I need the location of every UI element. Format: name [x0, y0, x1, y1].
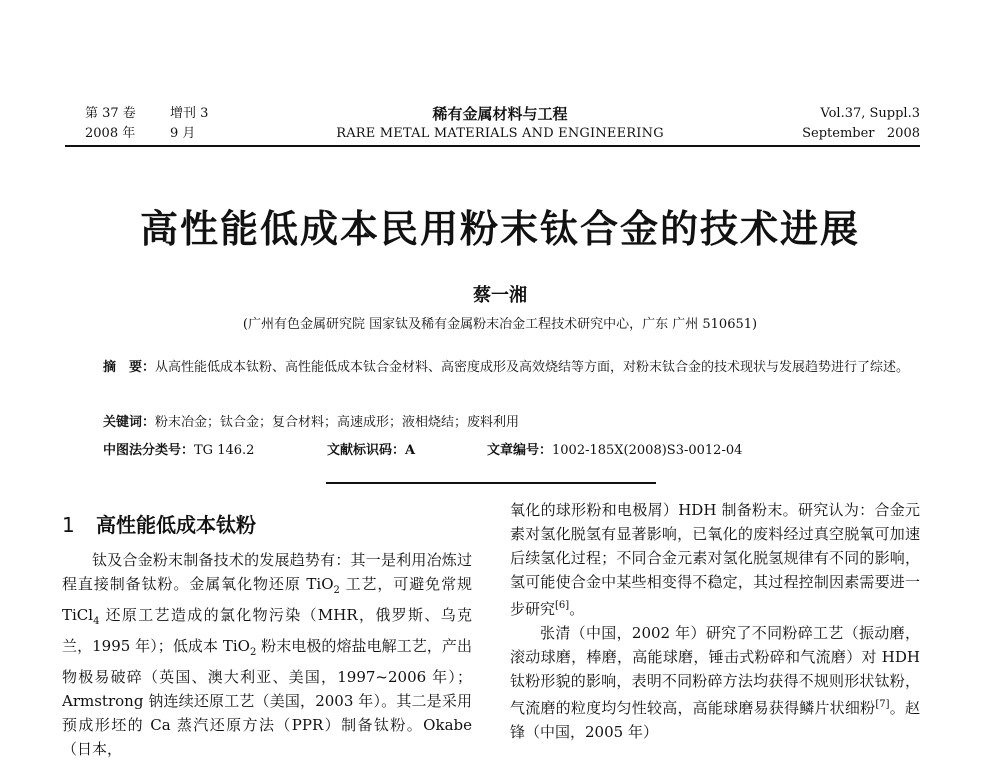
article-title: 高性能低成本民用粉末钛合金的技术进展 — [139, 207, 860, 251]
paragraph-text: 氧化的球形粉和电极屑）HDH 制备粉末。研究认为：合金元素对氢化脱氢有显著影响，已氧化的废料经过真空脱氧可加速后续氢化过程；不同合金元素对氢化脱氢规律有不同的影响，氢可能使合金中某些相变得不稳定，其过程控制因素需要进一步研究 — [510, 501, 920, 618]
abstract-text: 从高性能低成本钛粉、高性能低成本钛合金材料、高密度成形及高效烧结等方面，对粉末钛合金的技术现状与发展趋势进行了综述。 — [155, 360, 910, 375]
paragraph-text: 钛及合金粉末制备技术的发展趋势有：其一是利用冶炼过程直接制备钛粉。金属氧化物还原 TiO — [62, 551, 472, 593]
abstract — [103, 357, 923, 379]
doc-code-label: 文献标识码： — [327, 443, 406, 458]
keywords-text: 粉末冶金；钛合金；复合材料；高速成形；液相烧结；废料利用 — [155, 415, 520, 430]
keywords — [103, 412, 923, 434]
section-heading — [62, 512, 472, 538]
author-affiliation: (广州有色金属研究院 国家钛及稀有金属粉末冶金工程技术研究中心，广东 广州 510651) — [242, 317, 758, 332]
section-number: 1 — [62, 513, 75, 537]
article-id-label: 文章编号： — [487, 443, 553, 458]
supplement-cn: 增刊 3 — [170, 106, 209, 121]
paragraph-text: 。 — [569, 600, 585, 618]
paragraph-text: 工艺，可避免常规 TiCl — [62, 575, 472, 624]
subscript: 2 — [333, 585, 340, 596]
month-cn: 9 月 — [170, 126, 196, 141]
right-column — [510, 498, 920, 744]
journal-name-cn: 稀有金属材料与工程 — [432, 105, 568, 123]
year-cn: 2008 年 — [85, 126, 136, 141]
journal-name-en: RARE METAL MATERIALS AND ENGINEERING — [336, 126, 664, 141]
subscript: 2 — [249, 647, 257, 658]
section-title: 高性能低成本钛粉 — [96, 513, 256, 537]
doc-code-value: A — [405, 443, 416, 458]
header-rule — [65, 145, 920, 147]
paragraph — [510, 621, 920, 744]
paragraph-text: 。赵锋（中国，2005 年） — [510, 699, 920, 741]
clc-value: TG 146.2 — [194, 443, 255, 458]
paragraph-text: 还原工艺造成的氯化物污染（MHR，俄罗斯、乌克兰，1995 年）；低成本 TiO — [62, 606, 472, 655]
subscript: 4 — [93, 616, 100, 627]
journal-header-right — [802, 104, 920, 144]
article-author: 蔡一湘 — [473, 285, 527, 306]
abstract-label: 摘 要： — [103, 360, 156, 375]
paragraph — [510, 498, 920, 621]
abstract-rule — [326, 482, 656, 484]
paragraph — [62, 548, 472, 761]
volume-en: Vol.37, Suppl.3 — [820, 106, 920, 121]
citation: [7] — [875, 699, 890, 710]
date-en: September 2008 — [802, 126, 920, 141]
article-id-value: 1002-185X(2008)S3-0012-04 — [552, 443, 743, 458]
paragraph-text: 张清（中国，2002 年）研究了不同粉碎工艺（振动磨，滚动球磨，棒磨，高能球磨，锤击式粉碎和气流磨）对 HDH 钛粉形貌的影响，表明不同粉碎方法均获得不规则形状钛粉，气流磨的粒度均匀性较高，高能球磨易获得鳞片状细粉 — [510, 624, 920, 717]
journal-header-left — [85, 104, 208, 144]
journal-header-center — [280, 104, 720, 144]
classification-row — [103, 440, 923, 462]
citation: [6] — [555, 600, 570, 611]
left-column — [62, 498, 472, 761]
keywords-label: 关键词： — [103, 415, 156, 430]
volume-cn: 第 37 卷 — [85, 106, 136, 121]
clc-label: 中图法分类号： — [103, 443, 195, 458]
paragraph-text: 粉末电极的熔盐电解工艺，产出物极易破碎（英国、澳大利亚、美国，1997~2006 年）；Armstrong 钠连续还原工艺（美国，2003 年）。其二是采用预成形坯的 Ca 蒸汽还原方法（PPR）制备钛粉。Okabe（日本， — [62, 637, 472, 758]
